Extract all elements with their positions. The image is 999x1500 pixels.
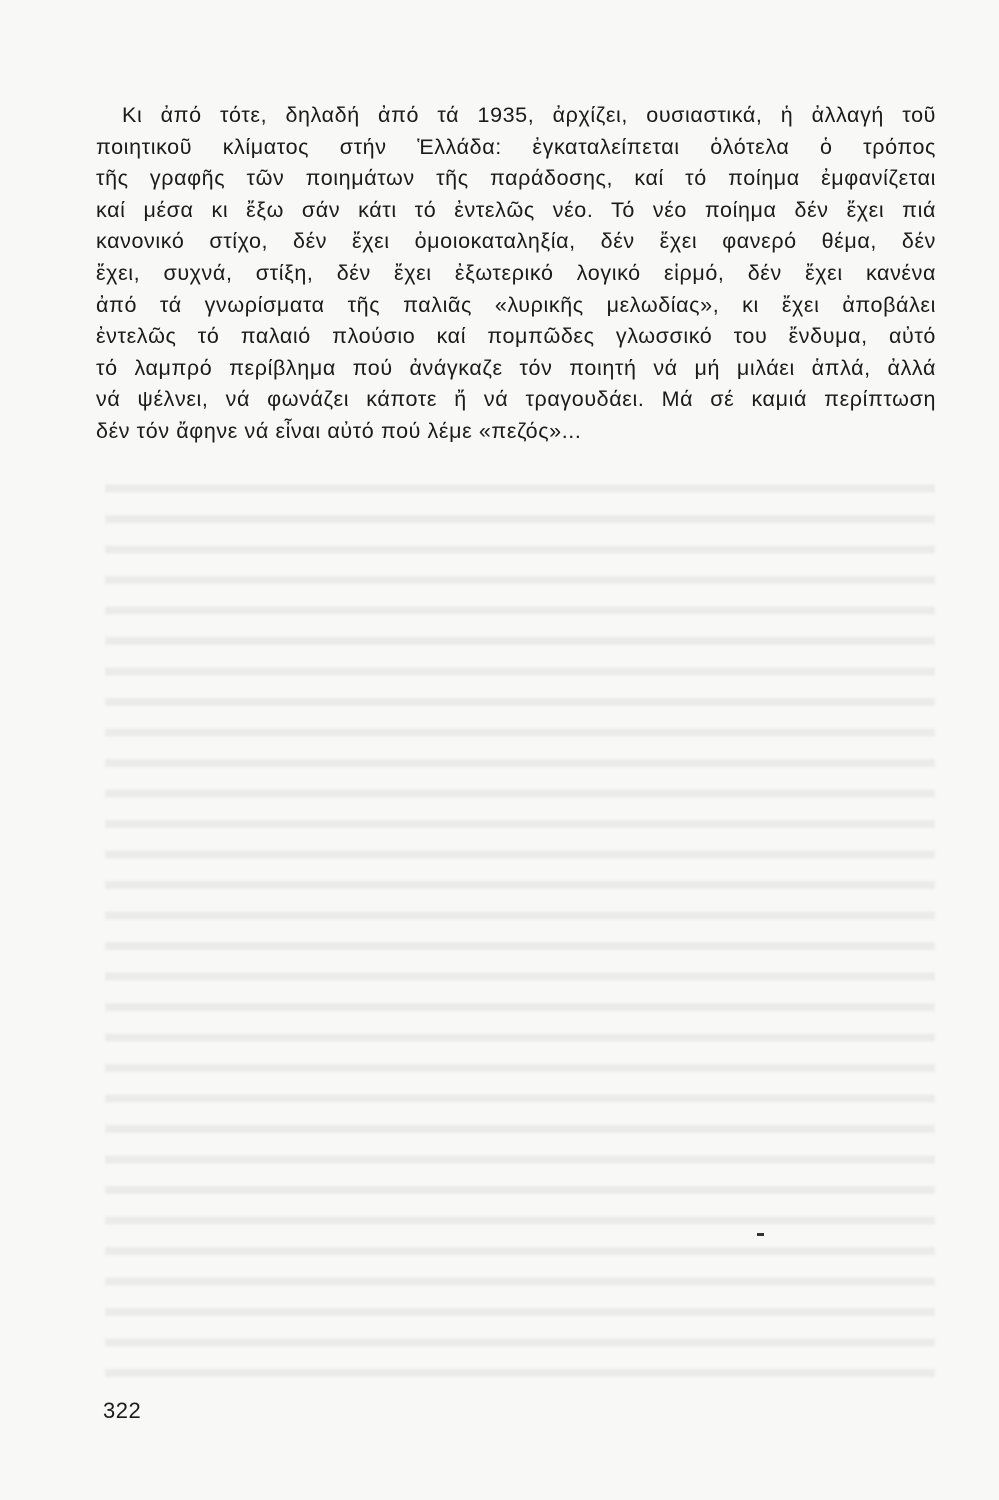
text-line: δέν τόν ἄφηνε νά εἶναι αὐτό πού λέμε «πεζός»... — [96, 418, 582, 443]
text-line: νά ψέλνει, νά φωνάζει κάποτε ἤ νά τραγουδάει. Μά σέ καμιά περίπτωση — [96, 387, 936, 412]
text-line: ποιητικοῦ κλίματος στήν Ἑλλάδα: ἐγκαταλείπεται ὁλότελα ὁ τρόπος — [96, 134, 936, 159]
text-line: τό λαμπρό περίβλημα πού ἀνάγκαζε τόν ποιητή νά μή μιλάει ἁπλά, ἀλλά — [96, 355, 936, 380]
text-line: τῆς γραφῆς τῶν ποιημάτων τῆς παράδοσης, καί τό ποίημα ἐμφανίζεται — [96, 166, 936, 191]
text-line: καί μέσα κι ἔξω σάν κάτι τό ἐντελῶς νέο. Τό νέο ποίημα δέν ἔχει πιά — [96, 197, 936, 222]
text-line: ἐντελῶς τό παλαιό πλούσιο καί πομπῶδες γλωσσικό του ἔνδυμα, αὐτό — [96, 324, 936, 349]
text-line: ἀπό τά γνωρίσματα τῆς παλιᾶς «λυρικῆς μελωδίας», κι ἔχει ἀποβάλει — [96, 292, 936, 317]
text-line: Κι ἀπό τότε, δηλαδή ἀπό τά 1935, ἀρχίζει, ουσιαστικά, ἡ ἀλλαγή τοῦ — [122, 103, 936, 127]
bleed-through-text — [105, 470, 935, 1390]
page-number: 322 — [103, 1398, 142, 1423]
ink-mark — [757, 1233, 764, 1236]
body-paragraph — [96, 100, 936, 448]
text-line: ἔχει, συχνά, στίξη, δέν ἔχει ἐξωτερικό λογικό εἱρμό, δέν ἔχει κανένα — [96, 260, 936, 285]
text-line: κανονικό στίχο, δέν ἔχει ὁμοιοκαταληξία, δέν ἔχει φανερό θέμα, δέν — [96, 229, 936, 254]
